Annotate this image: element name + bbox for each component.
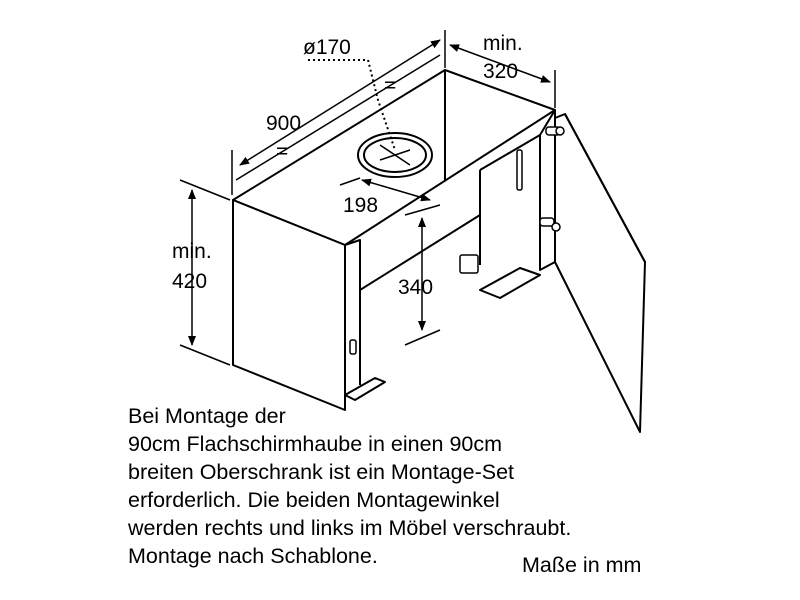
- min-depth-value: 320: [483, 60, 519, 83]
- equal-left-label: =: [276, 140, 289, 163]
- note-line: breiten Oberschrank ist ein Montage-Set: [128, 460, 515, 484]
- note-line: erforderlich. Die beiden Montagewinkel: [128, 488, 500, 512]
- inner-height-label: 340: [398, 276, 434, 299]
- units-label: Maße in mm: [522, 553, 642, 577]
- cabinet-door: [555, 114, 645, 432]
- exhaust-opening: [358, 133, 432, 177]
- diameter-label: ø170: [303, 36, 351, 59]
- min-height-label: min.: [172, 240, 212, 263]
- note-line: Bei Montage der: [128, 404, 286, 428]
- note-line: Montage nach Schablone.: [128, 544, 378, 568]
- equal-right-label: =: [384, 74, 397, 97]
- min-height-value: 420: [172, 270, 208, 293]
- installation-note: [128, 402, 728, 570]
- min-depth-label: min.: [483, 32, 523, 55]
- note-line: werden rechts und links im Möbel verschraubt.: [128, 516, 572, 540]
- width-label: 900: [266, 112, 302, 135]
- inner-height-dimension: [405, 205, 440, 345]
- hole-offset-label: 198: [343, 194, 379, 217]
- note-line: 90cm Flachschirmhaube in einen 90cm: [128, 432, 503, 456]
